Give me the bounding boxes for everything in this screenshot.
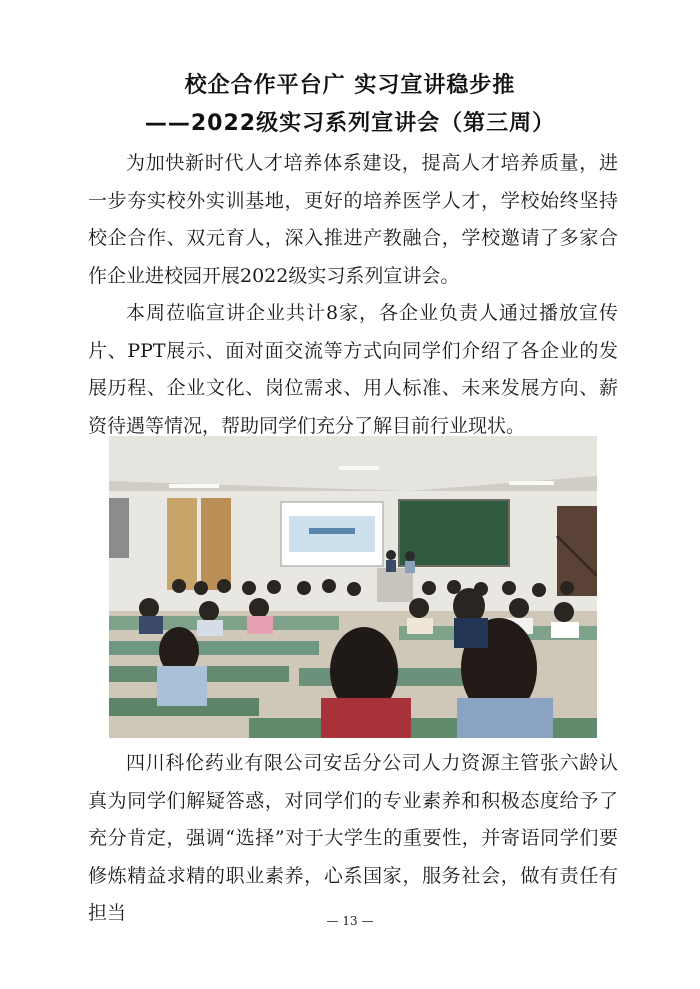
title-line-2: ——2022级实习系列宣讲会（第三周） xyxy=(144,111,556,136)
paragraph-kelun: 四川科伦药业有限公司安岳分公司人力资源主管张六龄认真为同学们解疑答惑，对同学们的专业素养和积极态度给予了充分肯定，强调“选择”对于大学生的重要性，并寄语同学们要修炼精益求精的职业素养，心系国家，服务社会，做有责任有担当 xyxy=(88,752,618,924)
title-line-1: 校企合作平台广 实习宣讲稳步推 xyxy=(184,73,516,98)
paragraph-companies: 本周莅临宣讲企业共计8家，各企业负责人通过播放宣传片、PPT展示、面对面交流等方式向同学们介绍了各企业的发展历程、企业文化、岗位需求、用人标准、未来发展方向、薪资待遇等情况，帮助同学们充分了解目前行业现状。 xyxy=(88,302,618,437)
paragraph-intro: 为加快新时代人才培养体系建设，提高人才培养质量，进一步夯实校外实训基地，更好的培养医学人才，学校始终坚持校企合作、双元育人，深入推进产教融合，学校邀请了多家合作企业进校园开展2022级实习系列宣讲会。 xyxy=(88,152,618,287)
classroom-photo xyxy=(109,436,597,738)
page-number: — 13 — xyxy=(326,914,374,928)
